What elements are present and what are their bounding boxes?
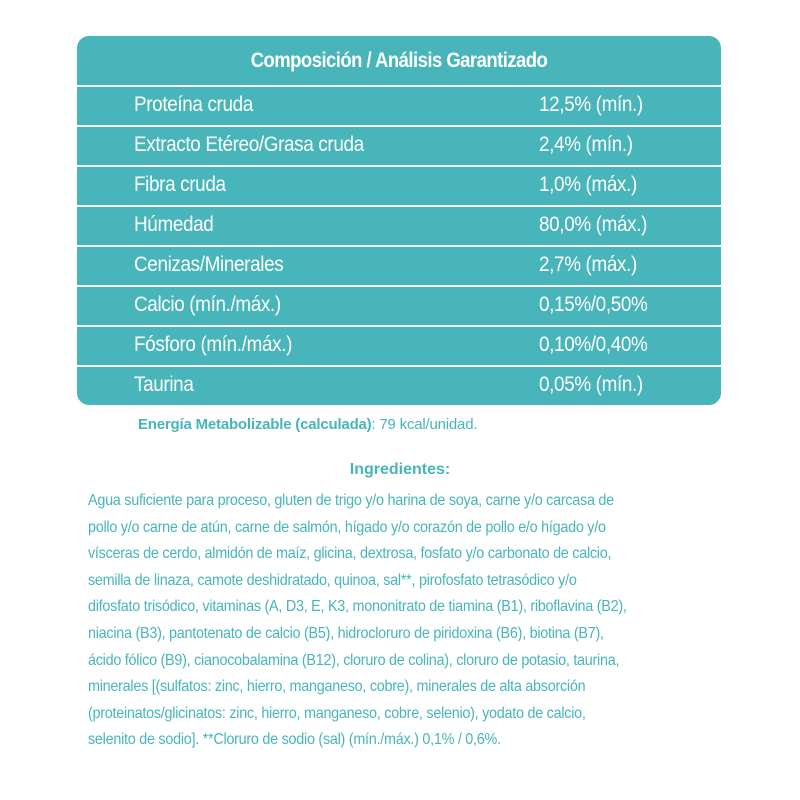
ingredients-line: vísceras de cerdo, almidón de maíz, glicina, dextrosa, fosfato y/o carbonato de calcio,	[88, 545, 612, 563]
table-row	[77, 285, 721, 325]
ingredients-line: pollo y/o carne de atún, carne de salmón, hígado y/o corazón de pollo e/o hígado y/o	[88, 518, 606, 536]
nutrient-label: Húmedad	[134, 213, 214, 236]
table-row	[77, 245, 721, 285]
nutrient-value: 12,5% (mín.)	[539, 93, 643, 116]
nutrient-label: Extracto Etéreo/Grasa cruda	[134, 133, 364, 156]
table-row	[77, 165, 721, 205]
ingredients-line: difosfato trisódico, vitaminas (A, D3, E, K3, mononitrato de tiamina (B1), riboflavina (B2),	[88, 598, 627, 616]
nutrient-label: Cenizas/Minerales	[134, 253, 284, 276]
nutrient-value: 1,0% (máx.)	[539, 173, 637, 196]
ingredients-title: Ingredientes:	[349, 461, 451, 478]
ingredients-line: ácido fólico (B9), cianocobalamina (B12), cloruro de colina), cloruro de potasio, taurina,	[88, 651, 620, 669]
table-row	[77, 325, 721, 365]
energy-label: Energía Metabolizable (calculada)	[138, 416, 372, 433]
nutrient-value: 0,15%/0,50%	[539, 293, 648, 316]
nutrient-label: Fibra cruda	[134, 173, 226, 196]
table-row	[77, 85, 721, 125]
ingredients-line: Agua suficiente para proceso, gluten de trigo y/o harina de soya, carne y/o carcasa de	[88, 492, 614, 509]
nutrient-label: Calcio (mín./máx.)	[134, 293, 281, 316]
nutrient-value: 80,0% (máx.)	[539, 213, 648, 236]
ingredients-text	[88, 488, 728, 754]
energy-value: : 79 kcal/unidad.	[371, 416, 478, 433]
ingredients-line: minerales [(sulfatos: zinc, hierro, manganeso, cobre), minerales de alta absorción	[88, 678, 586, 696]
table-row	[77, 205, 721, 245]
ingredients-line: (proteinatos/glicinatos: zinc, hierro, manganeso, cobre, selenio), yodato de calcio,	[88, 704, 586, 722]
ingredients-line: selenito de sodio]. **Cloruro de sodio (sal) (mín./máx.) 0,1% / 0,6%.	[88, 731, 501, 749]
ingredients-line: niacina (B3), pantotenato de calcio (B5), hidrocloruro de piridoxina (B6), biotina (B7),	[88, 624, 604, 642]
nutrient-label: Taurina	[134, 373, 194, 396]
guaranteed-analysis-table	[77, 36, 721, 405]
nutrient-value: 2,4% (mín.)	[539, 133, 633, 156]
table-title: Composición / Análisis Garantizado	[250, 49, 548, 72]
nutrient-value: 0,10%/0,40%	[539, 333, 648, 356]
metabolizable-energy	[138, 416, 477, 433]
nutrient-value: 2,7% (máx.)	[539, 253, 637, 276]
nutrient-label: Fósforo (mín./máx.)	[134, 333, 293, 356]
nutrient-label: Proteína cruda	[134, 93, 253, 116]
table-row	[77, 365, 721, 405]
table-row	[77, 125, 721, 165]
ingredients-line: semilla de linaza, camote deshidratado, quinoa, sal**, pirofosfato tetrasódico y/o	[88, 571, 577, 589]
nutrient-value: 0,05% (mín.)	[539, 373, 643, 396]
